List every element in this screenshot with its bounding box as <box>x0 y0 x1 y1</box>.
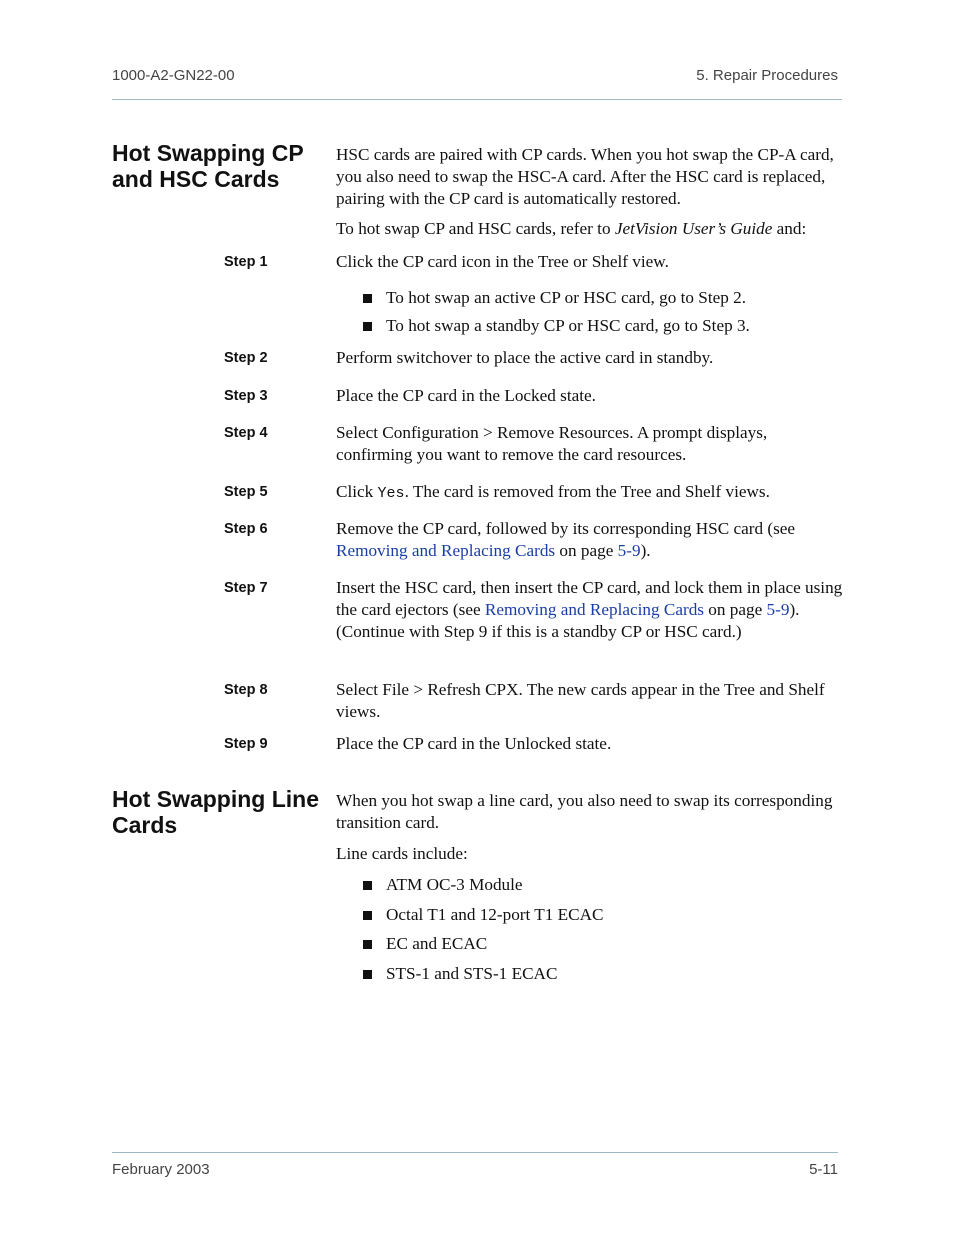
footer-date: February 2003 <box>112 1161 210 1178</box>
step-text-9: Place the CP card in the Unlocked state. <box>336 734 612 753</box>
step-text-1: Click the CP card icon in the Tree or Shelf view. <box>336 252 669 271</box>
section-heading-cp-hsc: Hot Swapping CP and HSC Cards <box>112 140 304 192</box>
step-label-4: Step 4 <box>224 425 268 441</box>
step-label-2: Step 2 <box>224 350 268 366</box>
step-label-1: Step 1 <box>224 254 268 270</box>
step-text-6: Remove the CP card, followed by its corresponding HSC card (see Removing and Replacing Cards on page 5-9). <box>336 519 796 560</box>
chapter-title: 5. Repair Procedures <box>696 67 838 84</box>
list-item: EC and ECAC <box>386 933 846 955</box>
page-number: 5-11 <box>809 1161 838 1178</box>
book-title: JetVision User’s Guide <box>614 219 773 238</box>
list-item: ATM OC-3 Module <box>386 874 846 896</box>
step-label-6: Step 6 <box>224 521 268 537</box>
step-text-8: Select File > Refresh CPX. The new cards appear in the Tree and Shelf views. <box>336 680 825 721</box>
link-page-5-9[interactable]: 5-9 <box>617 541 641 560</box>
bullet-square-icon <box>363 294 372 303</box>
link-removing-replacing-cards[interactable]: Removing and Replacing Cards <box>336 541 556 560</box>
list-item: To hot swap an active CP or HSC card, go to Step 2. <box>386 287 846 309</box>
bullet-square-icon <box>363 322 372 331</box>
bullet-square-icon <box>363 940 372 949</box>
step-label-5: Step 5 <box>224 484 268 500</box>
list-item: Octal T1 and 12-port T1 ECAC <box>386 904 846 926</box>
step-text-4: Select Configuration > Remove Resources. A prompt displays, confirming you want to remove the card resources. <box>336 423 768 464</box>
step-text-5: Click Yes. The card is removed from the Tree and Shelf views. <box>336 482 770 502</box>
step-text-3: Place the CP card in the Locked state. <box>336 386 596 405</box>
section1-intro: HSC cards are paired with CP cards. When you hot swap the CP-A card, you also need to swap the HSC-A card. After the HSC card is replaced, pairing with the CP card is automatically restored. <box>336 145 834 208</box>
section2-list-intro: Line cards include: <box>336 844 468 863</box>
step-label-3: Step 3 <box>224 388 268 404</box>
bullet-square-icon <box>363 911 372 920</box>
list-item: To hot swap a standby CP or HSC card, go to Step 3. <box>386 315 846 337</box>
link-page-5-9[interactable]: 5-9 <box>766 600 790 619</box>
code-yes: Yes <box>377 485 405 502</box>
page-header <box>112 67 842 100</box>
section2-intro: When you hot swap a line card, you also need to swap its corresponding transition card. <box>336 791 833 832</box>
step-label-7: Step 7 <box>224 580 268 596</box>
page-footer <box>112 1152 838 1178</box>
link-removing-replacing-cards[interactable]: Removing and Replacing Cards <box>484 600 704 619</box>
step-label-9: Step 9 <box>224 736 268 752</box>
section-heading-line-cards: Hot Swapping Line Cards <box>112 786 319 838</box>
bullet-square-icon <box>363 970 372 979</box>
step-label-8: Step 8 <box>224 682 268 698</box>
step-text-2: Perform switchover to place the active card in standby. <box>336 348 714 367</box>
doc-number: 1000-A2-GN22-00 <box>112 67 235 84</box>
bullet-square-icon <box>363 881 372 890</box>
list-item: STS-1 and STS-1 ECAC <box>386 963 846 985</box>
section1-refer: To hot swap CP and HSC cards, refer to JetVision User’s Guide and: <box>336 219 807 238</box>
step-text-7: Insert the HSC card, then insert the CP card, and lock them in place using the card ejectors (see Removing and Replacing Cards on page 5-9). (Continue with Step 9 if this is a standby CP or HSC card.) <box>336 578 843 641</box>
